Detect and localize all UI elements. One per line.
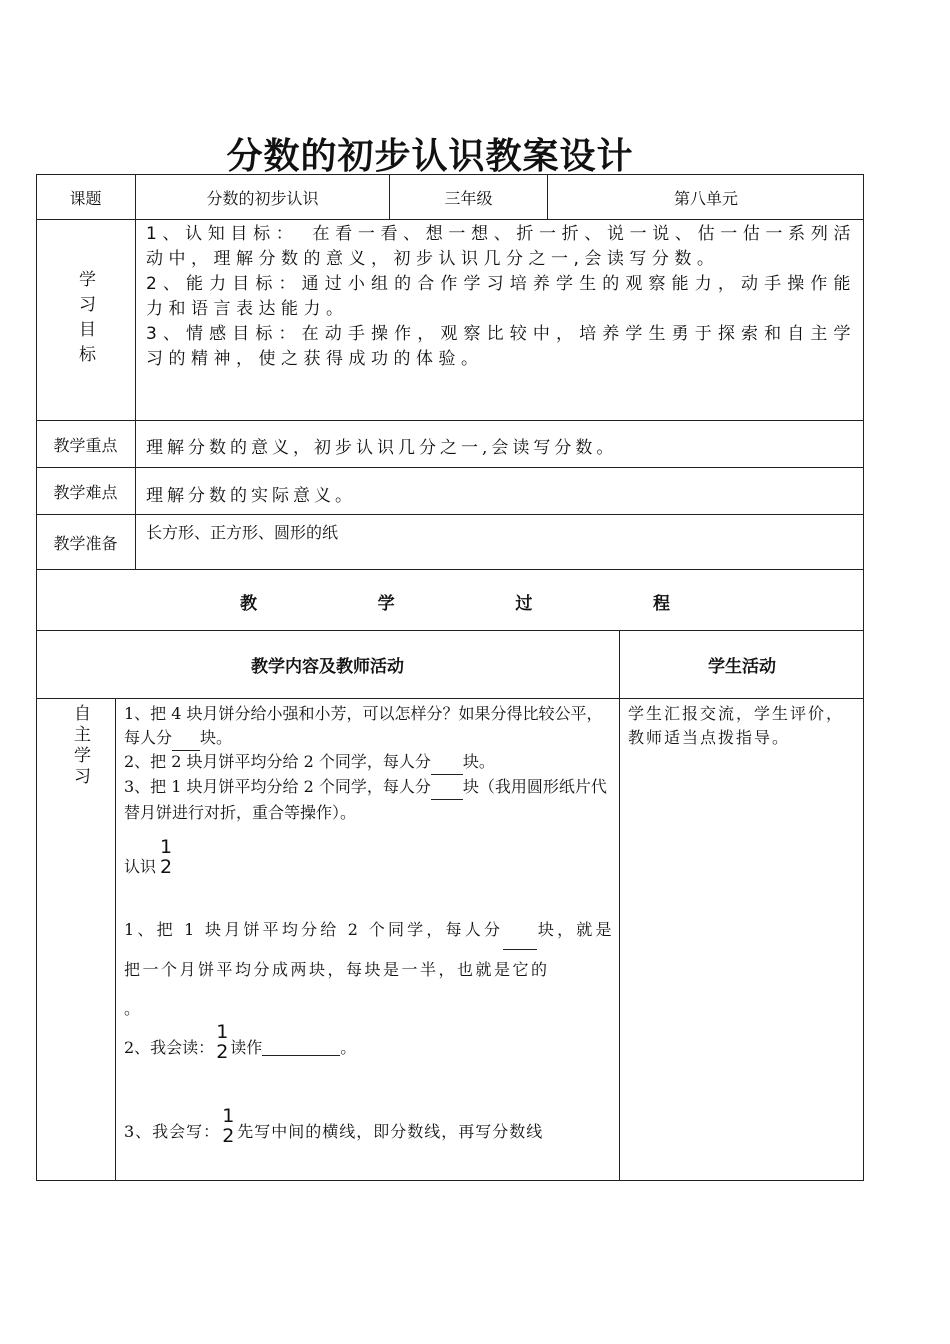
process-char: 教 bbox=[240, 594, 257, 614]
recognize-line: 认识 1 2 bbox=[124, 836, 173, 878]
key-text: 理解分数的意义，初步认识几分之一,会读写分数。 bbox=[146, 438, 618, 458]
question-1: 1、把 4 块月饼分给小强和小芳，可以怎样分？如果分得比较公平，每人分 块。 bbox=[124, 702, 614, 751]
difficulty-label-cell bbox=[36, 468, 136, 515]
goals-text bbox=[146, 222, 856, 372]
fraction-half: 1 2 bbox=[216, 1021, 229, 1063]
teacher-col-header-cell bbox=[36, 631, 620, 699]
student-col-header-cell bbox=[620, 631, 864, 699]
goals-label: 学习目标 bbox=[75, 270, 95, 370]
difficulty-text: 理解分数的实际意义。 bbox=[146, 486, 356, 506]
answer-blank[interactable] bbox=[431, 774, 463, 800]
key-label: 教学重点 bbox=[53, 435, 118, 455]
teacher-col-header: 教学内容及教师活动 bbox=[251, 657, 404, 677]
question-2: 2、把 2 块月饼平均分给 2 个同学，每人分 块。 bbox=[124, 750, 614, 775]
prep-label: 教学准备 bbox=[53, 533, 118, 553]
process-char: 过 bbox=[515, 594, 533, 614]
student-col-header: 学生活动 bbox=[708, 657, 776, 677]
answer-blank[interactable] bbox=[503, 910, 537, 950]
process-char: 程 bbox=[652, 594, 670, 614]
difficulty-label: 教学难点 bbox=[53, 482, 118, 502]
process-char: 学 bbox=[377, 594, 395, 614]
topic-name: 分数的初步认识 bbox=[206, 188, 319, 208]
prep-text: 长方形、正方形、圆形的纸 bbox=[146, 523, 339, 542]
answer-blank[interactable] bbox=[262, 1036, 340, 1056]
grade: 三年级 bbox=[444, 188, 493, 208]
page-title: 分数的初步认识教案设计 bbox=[226, 136, 634, 177]
student-activity: 学生汇报交流，学生评价，教师适当点拨指导。 bbox=[628, 704, 845, 747]
write-item: 3、我会写： 1 2 先写中间的横线，即分数线，再写分数线 bbox=[124, 1105, 544, 1147]
goal-ability: 2、能力目标：通过小组的合作学习培养学生的观察能力，动手操作能力和语言表达能力。 bbox=[146, 274, 856, 319]
section-label-wrap bbox=[68, 704, 88, 792]
section-label: 自主学习 bbox=[70, 704, 90, 788]
fraction-half: 1 2 bbox=[160, 836, 173, 878]
goals-label-cell bbox=[36, 220, 136, 421]
goal-cognitive: 1、认知目标： 在看一看、想一想、折一折、说一说、估一估一系列活动中，理解分数的意义，初步认识几分之一,会读写分数。 bbox=[146, 224, 856, 269]
topic-label: 课题 bbox=[69, 188, 102, 208]
key-label-cell bbox=[36, 421, 136, 468]
unit: 第八单元 bbox=[673, 188, 738, 208]
answer-blank[interactable] bbox=[431, 750, 463, 775]
fraction-half: 1 2 bbox=[222, 1105, 236, 1147]
recognize-item-1: 1、把 1 块月饼平均分给 2 个同学，每人分 块，就是把一个月饼平均分成两块，每块是一半，也就是它的 。 bbox=[124, 910, 614, 1028]
read-item: 2、我会读： 1 2 读作 。 bbox=[124, 1021, 357, 1063]
process-heading bbox=[240, 589, 670, 614]
goal-emotion: 3、情感目标：在动手操作，观察比较中，培养学生勇于探索和自主学习的精神，使之获得成功的体验。 bbox=[146, 324, 856, 369]
row-divider bbox=[36, 174, 864, 220]
answer-blank[interactable] bbox=[172, 726, 200, 751]
prep-label-cell bbox=[36, 515, 136, 570]
question-3: 3、把 1 块月饼平均分给 2 个同学，每人分 块（我用圆形纸片代替月饼进行对折，重合等操作）。 bbox=[124, 774, 614, 825]
